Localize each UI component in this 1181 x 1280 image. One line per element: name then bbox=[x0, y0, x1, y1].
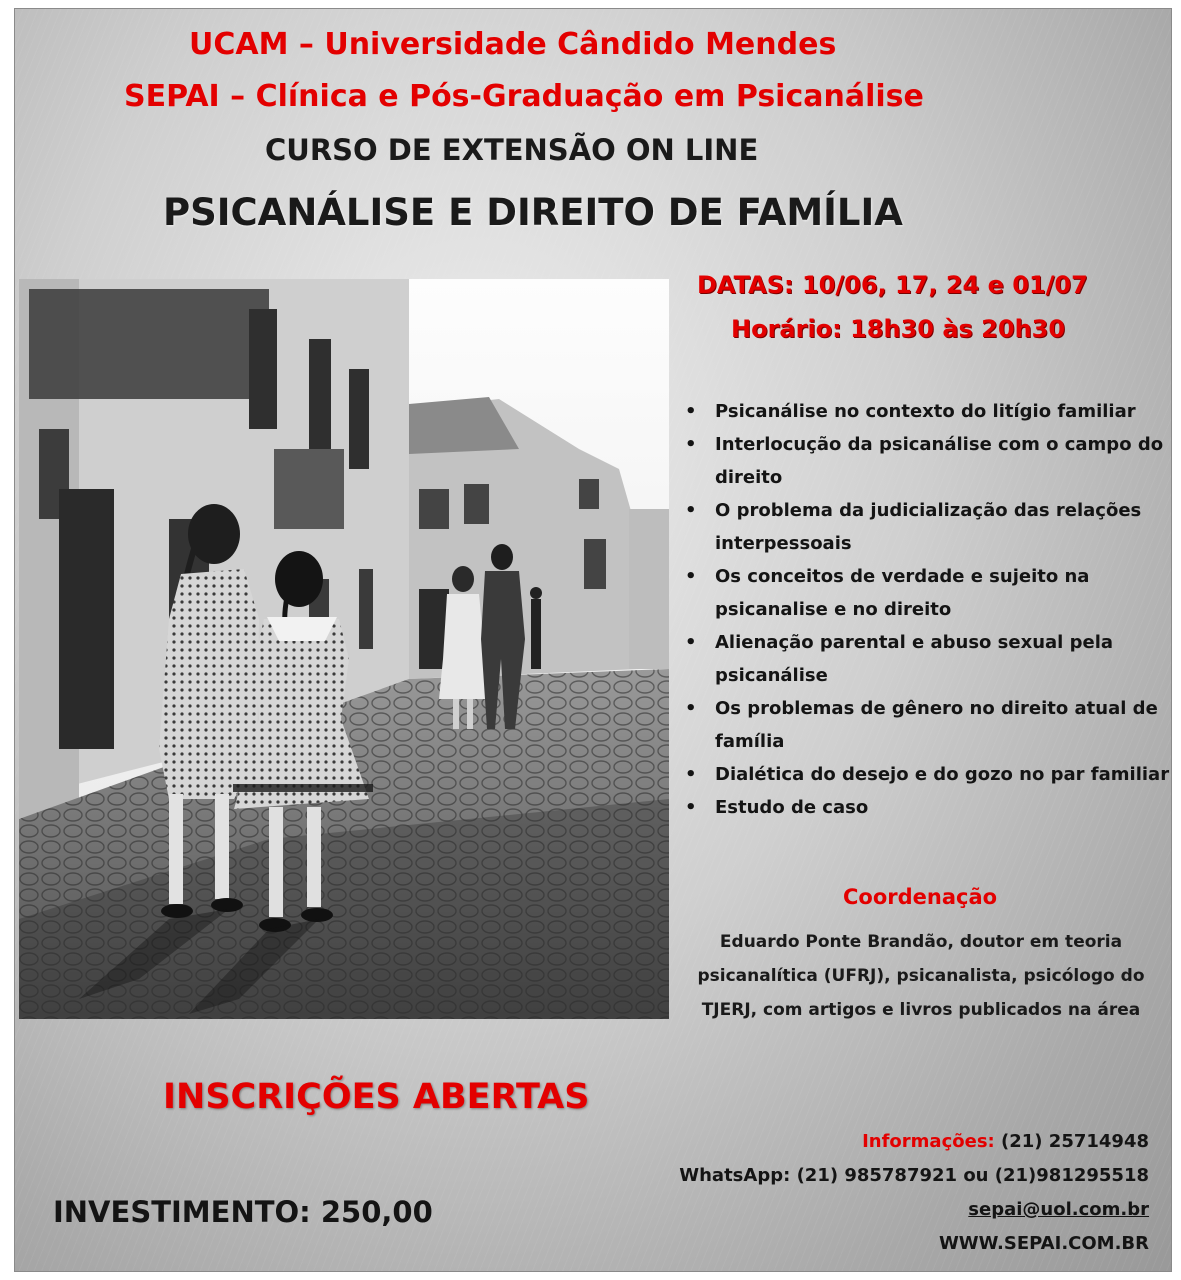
bullet-icon: • bbox=[685, 698, 697, 719]
coordination-heading: Coordenação bbox=[843, 885, 998, 909]
registration-banner: INSCRIÇÕES ABERTAS bbox=[163, 1077, 590, 1117]
course-type-heading: CURSO DE EXTENSÃO ON LINE bbox=[265, 133, 759, 167]
bullet-icon: • bbox=[685, 632, 697, 653]
info-line bbox=[862, 1131, 1149, 1152]
investment-price: INVESTIMENTO: 250,00 bbox=[53, 1195, 433, 1229]
info-label: Informações: bbox=[862, 1131, 995, 1152]
info-phone: (21) 25714948 bbox=[1001, 1131, 1149, 1152]
list-item bbox=[679, 428, 1171, 494]
list-item bbox=[679, 626, 1171, 692]
list-item bbox=[679, 560, 1171, 626]
list-item bbox=[679, 395, 1171, 428]
email-link[interactable]: sepai@uol.com.br bbox=[968, 1199, 1149, 1220]
topic-text: Os conceitos de verdade e sujeito na psicanalise e no direito bbox=[715, 566, 1090, 620]
course-dates: DATAS: 10/06, 17, 24 e 01/07 bbox=[697, 271, 1088, 299]
list-item bbox=[679, 494, 1171, 560]
bullet-icon: • bbox=[685, 566, 697, 587]
bullet-icon: • bbox=[685, 764, 697, 785]
topic-text: Alienação parental e abuso sexual pela psicanálise bbox=[715, 632, 1114, 686]
bullet-icon: • bbox=[685, 434, 697, 455]
list-item bbox=[679, 692, 1171, 758]
course-time: Horário: 18h30 às 20h30 bbox=[731, 315, 1066, 343]
topic-text: Interlocução da psicanálise com o campo do direito bbox=[715, 434, 1164, 488]
topic-list bbox=[679, 395, 1171, 824]
course-poster bbox=[14, 8, 1172, 1272]
topic-text: Psicanálise no contexto do litígio familiar bbox=[715, 401, 1136, 422]
topic-text: O problema da judicialização das relações interpessoais bbox=[715, 500, 1142, 554]
list-item bbox=[679, 758, 1171, 791]
list-item bbox=[679, 791, 1171, 824]
whatsapp-line: WhatsApp: (21) 985787921 ou (21)981295518 bbox=[679, 1165, 1149, 1186]
street-photo bbox=[19, 279, 669, 1019]
bullet-icon: • bbox=[685, 500, 697, 521]
bullet-icon: • bbox=[685, 797, 697, 818]
coordination-text: Eduardo Ponte Brandão, doutor em teoria psicanalítica (UFRJ), psicanalista, psicólogo do TJERJ, com artigos e livros publicados na área bbox=[697, 932, 1145, 1020]
clinic-heading: SEPAI – Clínica e Pós-Graduação em Psicanálise bbox=[124, 79, 924, 114]
institution-heading: UCAM – Universidade Cândido Mendes bbox=[189, 27, 837, 62]
topic-text: Os problemas de gênero no direito atual de família bbox=[715, 698, 1158, 752]
course-title: PSICANÁLISE E DIREITO DE FAMÍLIA bbox=[163, 191, 903, 234]
topic-text: Dialética do desejo e do gozo no par familiar bbox=[715, 764, 1170, 785]
bullet-icon: • bbox=[685, 401, 697, 422]
website-link[interactable]: WWW.SEPAI.COM.BR bbox=[938, 1233, 1149, 1254]
topic-text: Estudo de caso bbox=[715, 797, 869, 818]
